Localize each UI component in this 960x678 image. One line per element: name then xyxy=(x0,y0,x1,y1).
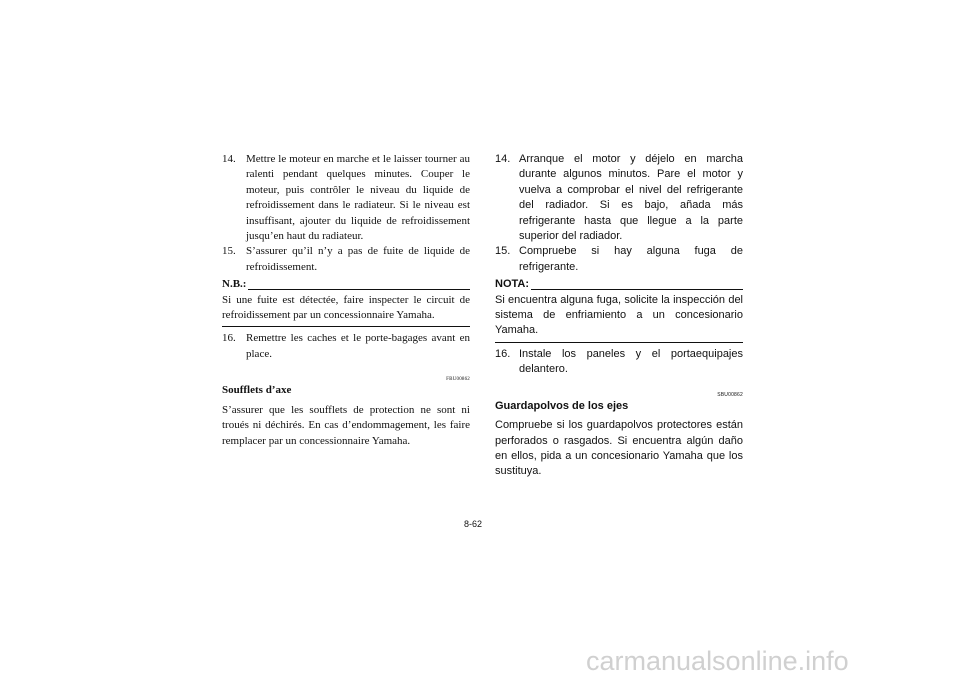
french-column xyxy=(222,152,470,449)
note-label: NOTA: xyxy=(495,278,530,291)
spanish-section-title: Guardapolvos de los ejes xyxy=(495,399,629,412)
watermark-text: carmanualsonline.info xyxy=(586,646,849,676)
french-note-text: Si une fuite est détectée, faire inspecter le circuit de refroidissement par un concessionnaire Yamaha. xyxy=(222,293,470,322)
french-section-code: FBU00862 xyxy=(446,377,470,383)
french-section-title: Soufflets d’axe xyxy=(222,384,292,397)
step-text: Compruebe si hay alguna fuga de refrigerante. xyxy=(519,245,743,273)
note-end-rule xyxy=(222,326,470,327)
french-note-header xyxy=(222,277,470,292)
french-step-14 xyxy=(222,152,470,244)
french-section-text: S’assurer que les soufflets de protection ne sont ni troués ni déchirés. En cas d’endommagement, les faire remplacer par un concessionnaire Yamaha. xyxy=(222,403,470,447)
spanish-note-text: Si encuentra alguna fuga, solicite la inspección del sistema de enfriamiento a un concesionario Yamaha. xyxy=(495,293,743,337)
note-label: N.B.: xyxy=(222,278,247,291)
step-text: S’assurer qu’il n’y a pas de fuite de liquide de refroidissement. xyxy=(246,245,470,273)
step-text: Remettre les caches et le porte-bagages avant en place. xyxy=(246,332,470,360)
french-step-15 xyxy=(222,244,470,275)
spanish-step-16 xyxy=(495,347,743,378)
step-number: 16. xyxy=(495,347,511,360)
note-end-rule xyxy=(495,342,743,343)
french-step-16 xyxy=(222,331,470,362)
step-text: Mettre le moteur en marche et le laisser tourner au ralenti pendant quelques minutes. Couper le moteur, puis contrôler le niveau du liquide de refroidissement dans le radiateur. Si le niveau est insuffisant, ajouter du liquide de refroidissement jusqu’en haut du radiateur. xyxy=(246,153,470,243)
spanish-step-15 xyxy=(495,244,743,275)
page-number: 8-62 xyxy=(464,519,483,529)
step-text: Arranque el motor y déjelo en marcha durante algunos minutos. Pare el motor y vuelva a comprobar el nivel del refrigerante del radiador. Si es bajo, añada más refrigerante hasta que llegue a la parte superior del radiador. xyxy=(519,153,743,243)
spanish-column xyxy=(495,152,743,480)
step-number: 15. xyxy=(495,245,511,258)
spanish-step-14 xyxy=(495,152,743,244)
spanish-section-code: SBU00862 xyxy=(717,391,743,398)
spanish-note-header xyxy=(495,277,743,292)
note-rule xyxy=(248,289,470,290)
note-rule xyxy=(531,289,743,290)
step-text: Instale los paneles y el portaequipajes delantero. xyxy=(519,347,743,376)
step-number: 15. xyxy=(222,245,236,258)
step-number: 14. xyxy=(495,153,511,165)
step-number: 14. xyxy=(222,153,236,165)
spanish-section-text: Compruebe si los guardapolvos protectores están perforados o rasgados. Si encuentra algún daño en ellos, pida a un concesionario Yamaha que los sustituya. xyxy=(495,419,743,478)
step-number: 16. xyxy=(222,332,236,345)
